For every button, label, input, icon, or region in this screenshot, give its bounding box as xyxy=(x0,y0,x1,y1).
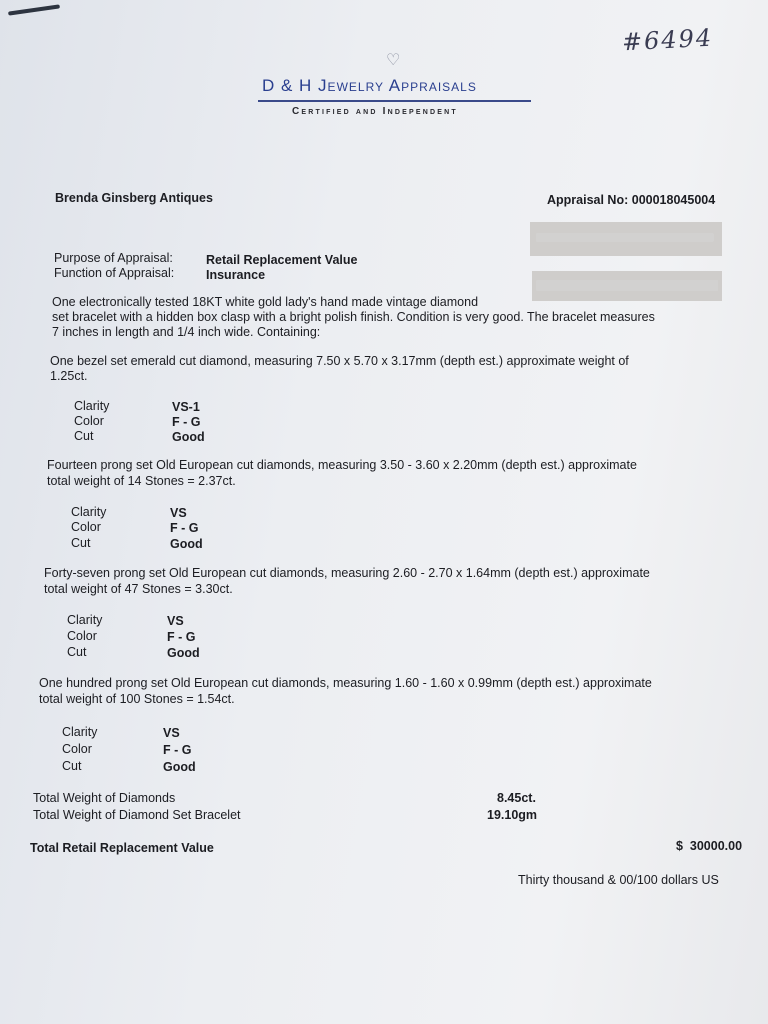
clarity-label: Clarity xyxy=(67,613,103,627)
stone-description: Forty-seven prong set Old European cut diamonds, measuring 2.60 - 2.70 x 1.64mm (depth est.) approximate xyxy=(44,566,650,580)
total-bracelet-label: Total Weight of Diamond Set Bracelet xyxy=(33,808,241,822)
description-line: 7 inches in length and 1/4 inch wide. Containing: xyxy=(52,325,321,339)
color-label: Color xyxy=(67,629,97,643)
clarity-value: VS-1 xyxy=(172,400,200,414)
cut-label: Cut xyxy=(67,645,87,659)
bracelet-photo-2 xyxy=(532,271,722,301)
total-diamonds-value: 8.45ct. xyxy=(497,791,536,805)
purpose-value: Retail Replacement Value xyxy=(206,253,358,267)
stone-description: Fourteen prong set Old European cut diamonds, measuring 3.50 - 3.60 x 2.20mm (depth est.) approximate xyxy=(47,458,637,472)
cut-label: Cut xyxy=(71,536,91,550)
cut-value: Good xyxy=(163,760,196,774)
stone-description: One bezel set emerald cut diamond, measuring 7.50 x 5.70 x 3.17mm (depth est.) approximate weight of xyxy=(50,354,629,368)
stone-description: total weight of 47 Stones = 3.30ct. xyxy=(44,582,233,596)
client-name: Brenda Ginsberg Antiques xyxy=(55,191,213,205)
stone-description: One hundred prong set Old European cut diamonds, measuring 1.60 - 1.60 x 0.99mm (depth est.) approximate xyxy=(39,676,652,690)
color-label: Color xyxy=(62,742,92,756)
function-label: Function of Appraisal: xyxy=(54,266,175,280)
purpose-label: Purpose of Appraisal: xyxy=(54,251,173,265)
stone-description: total weight of 100 Stones = 1.54ct. xyxy=(39,692,235,706)
brand-underline xyxy=(258,100,531,102)
total-retail-label: Total Retail Replacement Value xyxy=(30,841,214,855)
cut-value: Good xyxy=(167,646,200,660)
stone-description: 1.25ct. xyxy=(50,369,88,383)
retail-amount: 30000.00 xyxy=(689,839,743,853)
heart-outline-icon: ♡ xyxy=(386,52,401,69)
clarity-label: Clarity xyxy=(74,399,110,413)
color-value: F - G xyxy=(167,630,196,644)
retail-amount-words: Thirty thousand & 00/100 dollars US xyxy=(518,873,719,887)
cut-value: Good xyxy=(172,430,205,444)
clarity-value: VS xyxy=(167,614,184,628)
total-diamonds-label: Total Weight of Diamonds xyxy=(33,791,176,805)
tagline: Certified and Independent xyxy=(292,106,458,117)
cut-label: Cut xyxy=(62,759,82,773)
clarity-value: VS xyxy=(170,506,187,520)
total-retail-value xyxy=(676,839,742,853)
description-line: set bracelet with a hidden box clasp with a bright polish finish. Condition is very good. The bracelet measures xyxy=(52,310,655,324)
currency-symbol: $ xyxy=(676,839,683,853)
clarity-label: Clarity xyxy=(62,725,98,739)
handwritten-number: #6494 xyxy=(621,23,714,57)
clarity-label: Clarity xyxy=(71,505,107,519)
bracelet-photo-1 xyxy=(530,222,722,256)
cut-value: Good xyxy=(170,537,203,551)
pen-mark xyxy=(8,4,60,15)
color-label: Color xyxy=(71,520,101,534)
bracelet-image xyxy=(536,280,718,291)
color-value: F - G xyxy=(163,743,192,757)
color-value: F - G xyxy=(172,415,201,429)
total-bracelet-value: 19.10gm xyxy=(487,808,538,822)
bracelet-image xyxy=(536,233,714,242)
stone-description: total weight of 14 Stones = 2.37ct. xyxy=(47,474,236,488)
color-value: F - G xyxy=(170,521,199,535)
company-name: D & H Jewelry Appraisals xyxy=(262,76,477,95)
appraisal-number xyxy=(547,193,715,207)
appraisal-number-label: Appraisal No: xyxy=(547,193,629,207)
cut-label: Cut xyxy=(74,429,94,443)
clarity-value: VS xyxy=(163,726,180,740)
appraisal-number-value: 000018045004 xyxy=(631,193,716,207)
color-label: Color xyxy=(74,414,104,428)
function-value: Insurance xyxy=(206,268,266,282)
description-line: One electronically tested 18KT white gold lady's hand made vintage diamond xyxy=(52,295,479,309)
